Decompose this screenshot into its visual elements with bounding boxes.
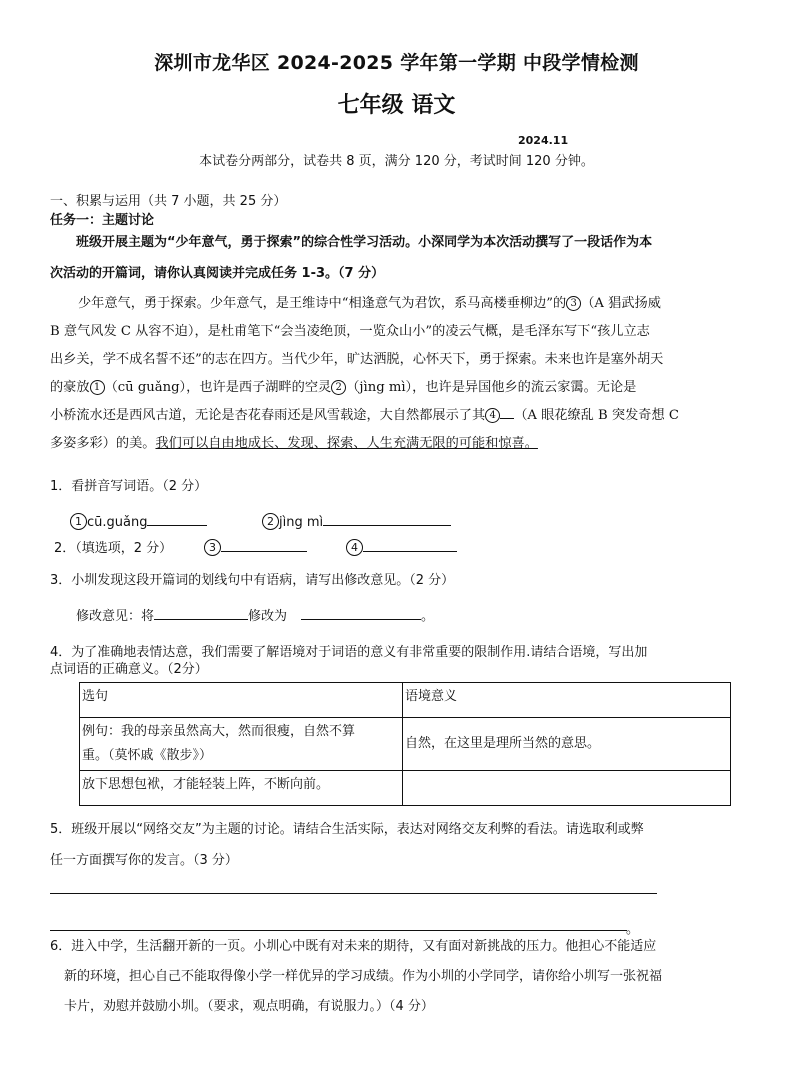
- q1-blank-2[interactable]: [323, 511, 451, 526]
- passage-line-4: [50, 376, 744, 404]
- q2-answer-4: [346, 537, 457, 556]
- example-meaning: 自然，在这里是理所当然的意思。: [405, 736, 601, 751]
- q1-pinyin-1: cū.guǎng: [87, 515, 148, 530]
- q2-blank-4[interactable]: [363, 537, 457, 552]
- blank-line-4[interactable]: [500, 404, 514, 419]
- q1-blank-1[interactable]: [147, 511, 207, 526]
- lead-line-2: 次活动的开篇词，请你认真阅读并完成任务 1-3。（7 分）: [50, 266, 385, 281]
- question-5-line-2: 任一方面撰写你的发言。（3 分）: [50, 853, 238, 868]
- passage-line-2: [50, 320, 744, 348]
- section-heading: 一、积累与运用（共 7 小题，共 25 分）: [50, 194, 287, 209]
- question-1: 1．看拼音写词语。（2 分）: [50, 479, 208, 494]
- table-header-meaning: 语境意义: [405, 689, 458, 704]
- answer-cell[interactable]: [403, 771, 731, 806]
- q3-answer: [76, 605, 434, 624]
- exam-title: 深圳市龙华区 2024-2025 学年第一学期 中段学情检测: [154, 52, 639, 74]
- passage-text: （jìng mì），也许是异国他乡的流云家霭。无论是: [346, 380, 637, 395]
- q3-blank-a[interactable]: [154, 605, 248, 620]
- q3-end: 。: [421, 609, 435, 624]
- q1-answer-1: [70, 511, 207, 530]
- exam-date: 2024.11: [518, 134, 569, 147]
- passage-text: 的豪放: [50, 380, 90, 395]
- question-5-line-1: 5．班级开展以“网络交友”为主题的讨论。请结合生活实际，表达对网络交友利弊的看法。请选取利或弊: [50, 822, 644, 837]
- table-header-cell: [80, 683, 403, 718]
- question-2: 2．（填选项，2 分）: [54, 541, 173, 556]
- task-heading: 任务一：主题讨论: [50, 213, 155, 228]
- table-row: [80, 771, 731, 806]
- lead-line-1: 班级开展主题为“少年意气，勇于探索”的综合性学习活动。小深同学为本次活动撰写了一段话作为本: [76, 235, 653, 250]
- underlined-sentence: 我们可以自由地成长、发现、探索、人生充满无限的可能和惊喜。: [155, 436, 538, 451]
- table-header-sentence: 选句: [82, 689, 109, 704]
- q5-end: 。: [626, 922, 640, 937]
- passage: [50, 292, 744, 460]
- example-sentence-line-1: 例句：我的母亲虽然高大，然而很瘦，自然不算: [82, 724, 356, 739]
- passage-text: 出乡关，学不成名誓不还”的志在四方。当代少年，旷达洒脱，心怀天下，勇于探索。未来也许是塞外胡天: [50, 352, 664, 367]
- q1-answer-2: [262, 511, 451, 530]
- question-6-line-2: 新的环境，担心自己不能取得像小学一样优异的学习成绩。作为小圳的小学同学，请你给小圳写一张祝福: [64, 969, 663, 984]
- blank-marker-1: 1: [90, 380, 105, 395]
- example-sentence-line-2: 重。（莫怀戚《散步》）: [82, 748, 213, 763]
- table-cell: [80, 771, 403, 806]
- q1-marker-1: 1: [70, 513, 87, 530]
- passage-line-6: [50, 432, 744, 460]
- question-4-line-1: 4．为了准确地表情达意，我们需要了解语境对于词语的意义有非常重要的限制作用.请结合语境，写出加: [50, 645, 648, 660]
- q1-pinyin-2: jìng mì: [279, 515, 324, 530]
- q2-blank-3[interactable]: [221, 537, 307, 552]
- blank-marker-3: 3: [566, 296, 581, 311]
- passage-line-3: [50, 348, 744, 376]
- question-sentence: 放下思想包袱，才能轻装上阵，不断向前。: [82, 777, 330, 792]
- passage-text: （cū guǎng），也许是西子湖畔的空灵: [104, 380, 332, 395]
- question-3: 3．小圳发现这段开篇词的划线句中有语病，请写出修改意见。（2 分）: [50, 573, 455, 588]
- q3-label-b: 修改为: [248, 609, 288, 624]
- table-cell: [80, 718, 403, 771]
- blank-marker-4: 4: [485, 408, 500, 423]
- passage-text: 少年意气，勇于探索。少年意气，是王维诗中“相逢意气为君饮，系马高楼垂柳边”的: [78, 296, 567, 311]
- passage-text: 小桥流水还是西风古道，无论是杏花春雨还是风雪载途，大自然都展示了其: [50, 408, 486, 423]
- answer-line-1[interactable]: [50, 893, 657, 894]
- blank-marker-2: 2: [331, 380, 346, 395]
- q2-answer-3: [204, 537, 307, 556]
- q2-marker-3: 3: [204, 539, 221, 556]
- question-4-line-2: 点词语的正确意义。（2分）: [50, 662, 208, 677]
- passage-line-1: [50, 292, 744, 320]
- passage-text: 多姿多彩）的美。: [50, 436, 156, 451]
- q1-marker-2: 2: [262, 513, 279, 530]
- table-header-row: [80, 683, 731, 718]
- passage-text: （A 猖武扬威: [581, 296, 661, 311]
- exam-intro: 本试卷分两部分，试卷共 8 页，满分 120 分，考试时间 120 分钟。: [199, 154, 594, 169]
- passage-text: B 意气风发 C 从容不迫），是杜甫笔下“会当凌绝顶，一览众山小”的凌云气概，是毛泽东写下“孩儿立志: [50, 324, 650, 339]
- exam-subtitle: 七年级 语文: [337, 93, 456, 118]
- q3-label-a: 修改意见：将: [76, 609, 155, 624]
- table-header-cell: [403, 683, 731, 718]
- table-cell: [403, 718, 731, 771]
- q3-blank-b[interactable]: [301, 605, 421, 620]
- answer-line-2[interactable]: [50, 930, 627, 931]
- passage-line-5: [50, 404, 744, 432]
- question-6-line-1: 6．进入中学，生活翻开新的一页。小圳心中既有对未来的期待，又有面对新挑战的压力。他担心不能适应: [50, 939, 657, 954]
- passage-text: （A 眼花缭乱 B 突发奇想 C: [514, 408, 679, 423]
- q2-marker-4: 4: [346, 539, 363, 556]
- question-6-line-3: 卡片，劝慰并鼓励小圳。（要求，观点明确，有说服力。）（4 分）: [64, 999, 434, 1014]
- context-meaning-table: [79, 682, 731, 806]
- table-row: [80, 718, 731, 771]
